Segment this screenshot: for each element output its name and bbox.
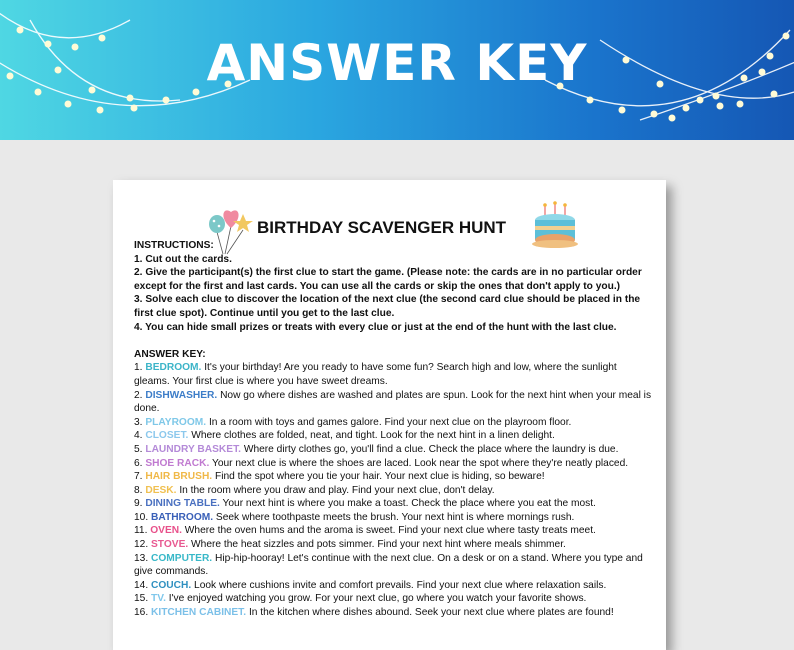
answer-clue-text: Find the spot where you tie your hair. Your next clue is hiding, so beware! (214, 471, 545, 483)
answer-clue-text: I've enjoyed watching you grow. For your next clue, go where you watch your favorite shows. (168, 593, 587, 605)
answer-location: DINING TABLE. (145, 498, 220, 510)
answer-location: BATHROOM. (151, 511, 214, 523)
answer-location: COUCH. (151, 579, 192, 591)
answer-item (134, 606, 654, 620)
answer-number: 2. (134, 389, 143, 401)
instruction-item: 1. Cut out the cards. (134, 253, 232, 265)
instruction-item: 4. You can hide small prizes or treats with every clue or just at the end of the hunt with the last clue. (134, 321, 617, 333)
answer-clue-text: Your next hint is where you make a toast. Check the place where you eat the most. (222, 498, 596, 510)
sheet-title: BIRTHDAY SCAVENGER HUNT (257, 218, 507, 237)
answer-number: 16. (134, 607, 149, 619)
answer-item (134, 484, 654, 498)
instructions-heading: INSTRUCTIONS: (134, 240, 214, 251)
sheet-content (134, 239, 654, 620)
instructions-block (134, 239, 654, 334)
answer-number: 4. (134, 430, 143, 442)
answer-number: 6. (134, 457, 143, 469)
answer-location: HAIR BRUSH. (145, 471, 213, 483)
answer-number: 12. (134, 539, 149, 551)
answer-clue-text: In a room with toys and games galore. Find your next clue on the playroom floor. (208, 416, 572, 428)
answer-location: CLOSET. (145, 430, 189, 442)
answer-number: 11. (134, 525, 148, 537)
answer-clue-text: In the kitchen where dishes abound. Seek your next clue where plates are found! (248, 607, 614, 619)
answer-item (134, 416, 654, 430)
answer-location: TV. (151, 593, 166, 605)
answer-list (134, 361, 654, 619)
answer-item (134, 429, 654, 443)
answer-location: LAUNDRY BASKET. (145, 443, 241, 455)
answer-number: 15. (134, 593, 149, 605)
answer-location: COMPUTER. (151, 552, 213, 564)
answer-number: 7. (134, 471, 143, 483)
answer-item (134, 389, 654, 416)
answer-clue-text: Your next clue is where the shoes are laced. Look near the spot where they're neatly placed. (211, 457, 629, 469)
answer-clue-text: Where the heat sizzles and pots simmer. Find your next hint where meals shimmer. (191, 539, 566, 551)
answer-clue-text: It's your birthday! Are you ready to have some fun? Search high and low, where the sunlight gleams. Your first clue is where you have sweet dreams. (134, 362, 617, 387)
answer-item (134, 579, 654, 593)
instruction-item: 2. Give the participant(s) the first clue to start the game. (Please note: the cards are in no particular order except for the first and last cards. You can use all the cards or skip the ones that don't apply to you.) (134, 267, 642, 292)
answer-location: STOVE. (151, 539, 189, 551)
answer-number: 8. (134, 484, 143, 496)
answer-clue-text: Look where cushions invite and comfort prevails. Find your next clue where relaxation sails. (194, 579, 607, 591)
answer-location: KITCHEN CABINET. (151, 607, 247, 619)
answer-clue-text: Now go where dishes are washed and plates are spun. Look for the next hint when your meal is done. (134, 389, 652, 415)
answer-item (134, 524, 654, 538)
instruction-item: 3. Solve each clue to discover the location of the next clue (the second card clue should be placed in the first clue spot). Continue until you get to the last clue. (134, 294, 641, 319)
answer-location: SHOE RACK. (145, 457, 210, 469)
answer-item (134, 443, 654, 457)
answer-number: 10. (134, 511, 149, 523)
banner-title: ANSWER KEY (206, 34, 588, 92)
answer-number: 1. (134, 362, 143, 374)
answer-number: 3. (134, 416, 143, 428)
answer-clue-text: Hip-hip-hooray! Let's continue with the next clue. On a desk or on a stand. Where you type and give commands. (134, 552, 643, 578)
answer-clue-text: Seek where toothpaste meets the brush. Your next hint is where mornings rush. (215, 511, 575, 523)
answer-item (134, 470, 654, 484)
header-banner (0, 0, 794, 140)
answer-item (134, 457, 654, 471)
answer-key-heading: ANSWER KEY: (134, 348, 206, 360)
answer-item (134, 361, 654, 388)
answer-location: DISHWASHER. (145, 389, 218, 401)
sheet-header (113, 194, 666, 244)
answer-clue-text: Where the oven hums and the aroma is sweet. Find your next clue where tasty treats meet. (184, 525, 596, 537)
answer-number: 13. (134, 552, 149, 564)
answer-item (134, 552, 654, 579)
answer-item (134, 511, 654, 525)
answer-number: 14. (134, 579, 149, 591)
spacer (134, 334, 654, 348)
answer-location: BEDROOM. (145, 362, 202, 374)
answer-location: DESK. (145, 484, 177, 496)
answer-item (134, 538, 654, 552)
scavenger-hunt-sheet (113, 180, 666, 650)
answer-location: OVEN. (150, 525, 182, 537)
answer-clue-text: In the room where you draw and play. Find your next clue, don't delay. (179, 484, 495, 496)
answer-clue-text: Where clothes are folded, neat, and tight. Look for the next hint in a linen delight. (191, 430, 555, 442)
answer-clue-text: Where dirty clothes go, you'll find a clue. Check the place where the laundry is due. (243, 443, 619, 455)
answer-location: PLAYROOM. (145, 416, 207, 428)
answer-item (134, 497, 654, 511)
answer-number: 9. (134, 498, 143, 510)
answer-item (134, 592, 654, 606)
answer-number: 5. (134, 443, 143, 455)
